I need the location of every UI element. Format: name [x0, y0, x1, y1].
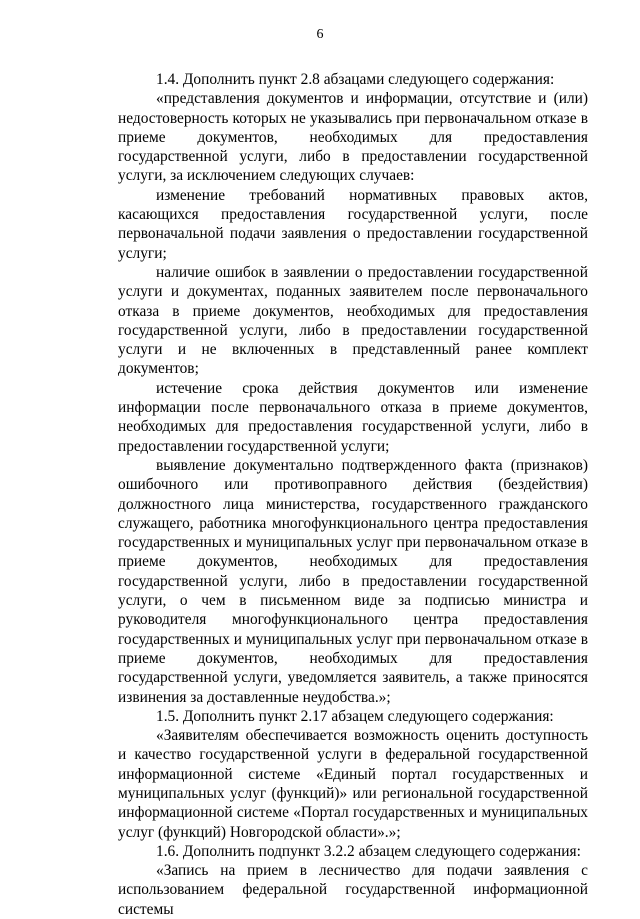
paragraph-1-4-heading: 1.4. Дополнить пункт 2.8 абзацами следующего содержания:: [156, 71, 555, 88]
paragraph-erroneous-action: выявление документально подтвержденного факта (признаков) ошибочного или противоправного действия (бездействия) должностного лица министерства, государственного гражданского служащего, работника многофункционального центра предоставления государственных и муниципальных услуг при первоначальном отказе в приеме документов, необходимых для предоставления государственной услуги, либо в предоставлении государственной услуги, о чем в письменном виде за подписью министра и руководителя многофункционального центра предоставления государственных и муниципальных услуг при первоначальном отказе в приеме документов, необходимых для предоставления государственной услуги, уведомляется заявитель, а также приносятся извинения за доставленные неудобства.»;: [118, 456, 588, 706]
paragraph-appointment-booking: «Запись на прием в лесничество для подачи заявления с использованием федеральной государственной информационной системы: [118, 862, 588, 918]
page-number: 6: [316, 27, 324, 42]
document-body: [118, 70, 588, 919]
paragraph-1-5-heading: 1.5. Дополнить пункт 2.17 абзацем следующего содержания:: [156, 707, 554, 725]
paragraph-regulation-change: изменение требований нормативных правовых актов, касающихся предоставления государственной услуги, после первоначальной подачи заявления о предоставлении государственной услуги;: [118, 186, 588, 262]
paragraph-1-6-heading: 1.6. Дополнить подпункт 3.2.2 абзацем следующего содержания:: [156, 842, 581, 860]
paragraph-application-errors: наличие ошибок в заявлении о предоставлении государственной услуги и документах, поданных заявителем после первоначального отказа в приеме документов, необходимых для предоставления государственной услуги, либо в предоставлении государственной услуги и не включенных в представленный ранее комплект документов;: [118, 263, 588, 378]
paragraph-document-expiry: истечение срока действия документов или изменение информации после первоначального отказа в приеме документов, необходимых для предоставления государственной услуги, либо в предоставлении государственной услуги;: [118, 379, 588, 455]
paragraph-documents-info: «представления документов и информации, отсутствие и (или) недостоверность которых не указывались при первоначальном отказе в приеме документов, необходимых для предоставления государственной услуги, либо в предоставлении государственной услуги, за исключением следующих случаев:: [118, 90, 588, 185]
paragraph-quality-evaluation: «Заявителям обеспечивается возможность оценить доступность и качество государственной услуги в федеральной государственной информационной системе «Единый портал государственных и муниципальных услуг (функций)» или региональной государственной информационной системе «Портал государственных и муниципальных услуг (функций) Новгородской области».»;: [118, 727, 588, 841]
